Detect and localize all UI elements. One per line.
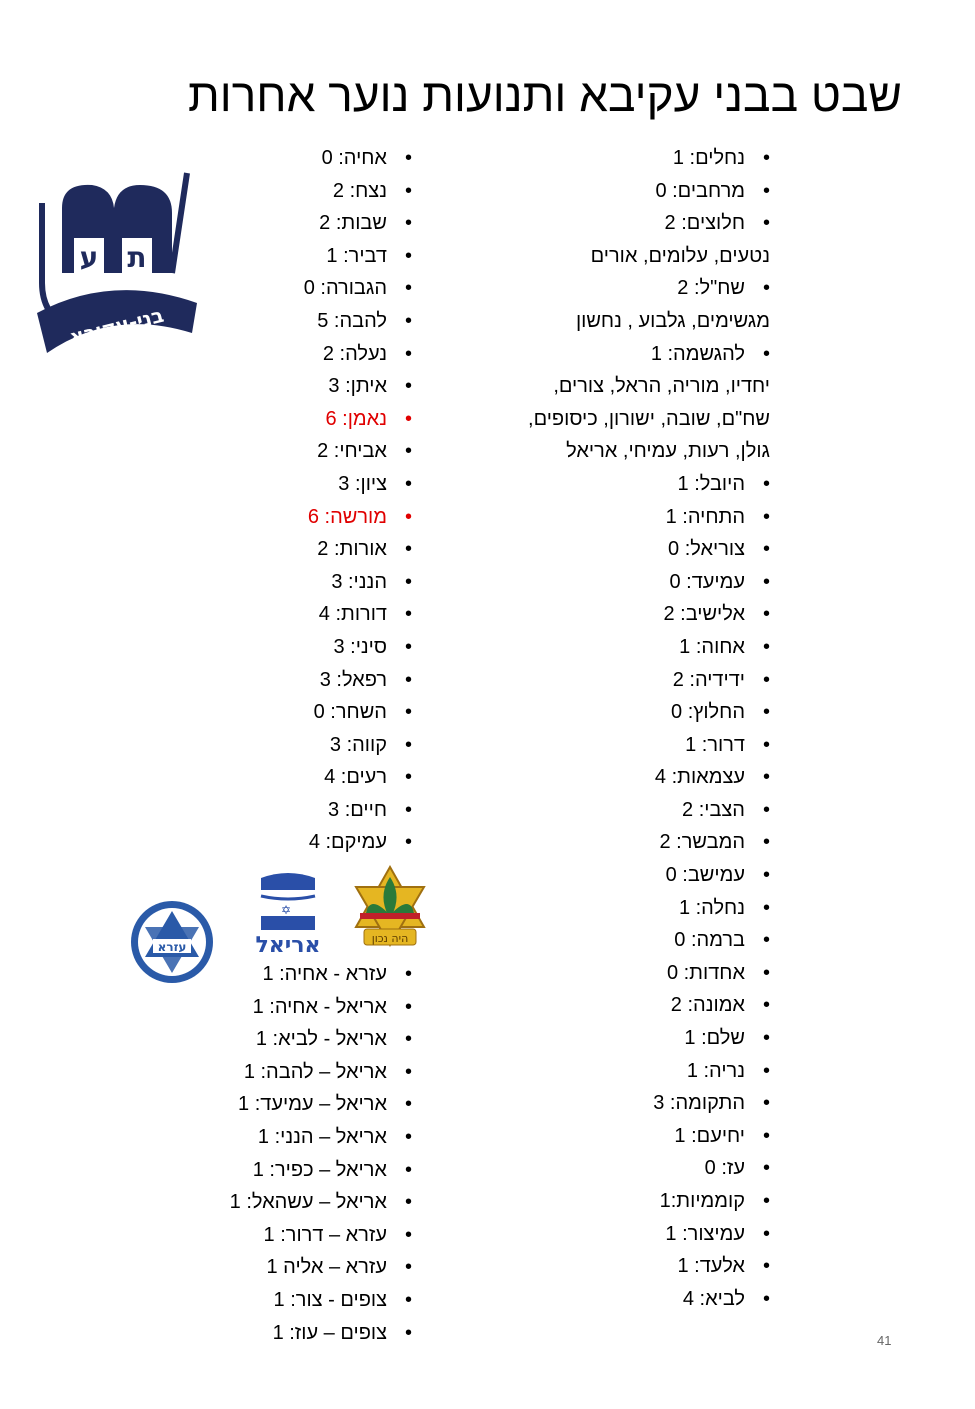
bullet-icon: • [762, 1287, 770, 1310]
list-item [304, 826, 412, 859]
list-item-text: נטעים, עלומים, אורים [590, 244, 770, 267]
list-item-text: נריה: 1 [686, 1059, 745, 1082]
list-item [528, 826, 770, 859]
bullet-icon: • [404, 995, 412, 1018]
left-column-top-list [304, 142, 412, 859]
list-item-text: המבשר: 2 [659, 831, 745, 854]
list-item [304, 468, 412, 501]
bullet-icon: • [762, 277, 770, 300]
list-item [528, 892, 770, 925]
list-item-text: היובל: 1 [677, 472, 745, 495]
bullet-icon: • [404, 407, 412, 430]
list-item-text: אלעד: 1 [677, 1255, 745, 1278]
list-continuation-text [528, 305, 770, 338]
list-item [304, 533, 412, 566]
list-item [304, 664, 412, 697]
bullet-icon: • [404, 1191, 412, 1214]
list-item-text: עמיקם: 4 [308, 831, 387, 854]
list-item-text: עזרא – דרור: 1 [263, 1223, 387, 1246]
list-item [304, 435, 412, 468]
bullet-icon: • [404, 1125, 412, 1148]
list-item [528, 1087, 770, 1120]
list-item [304, 566, 412, 599]
bullet-icon: • [404, 766, 412, 789]
list-item-text: צופים – עוז: 1 [272, 1321, 387, 1344]
list-item [230, 991, 412, 1024]
list-item-text: ברמה: 0 [674, 929, 745, 952]
list-item [230, 1284, 412, 1317]
list-item-text: עזרא – אליה 1 [266, 1256, 387, 1279]
list-item-text: רעים: 4 [324, 766, 387, 789]
list-item [528, 631, 770, 664]
bullet-icon: • [404, 963, 412, 985]
bullet-icon: • [762, 798, 770, 821]
list-item [230, 1219, 412, 1252]
list-item [528, 957, 770, 990]
list-item [230, 958, 412, 991]
svg-text:עזרא: עזרא [157, 940, 187, 954]
bullet-icon: • [404, 831, 412, 854]
bullet-icon: • [762, 1255, 770, 1278]
list-item-text: נחלה: 1 [678, 896, 745, 919]
bullet-icon: • [762, 668, 770, 691]
bullet-icon: • [762, 1190, 770, 1212]
list-item-text: השחר: 0 [313, 701, 387, 724]
list-item [230, 1317, 412, 1350]
list-item-text: דרור: 1 [685, 733, 745, 756]
bullet-icon: • [404, 798, 412, 821]
list-item [528, 566, 770, 599]
bullet-icon: • [404, 1093, 412, 1116]
list-item-text: שבות: 2 [319, 212, 387, 235]
list-item-text: סיני: 3 [333, 635, 387, 658]
bullet-icon: • [404, 277, 412, 300]
list-item [528, 761, 770, 794]
list-item [528, 338, 770, 371]
list-item-text: אריאל – הנני: 1 [257, 1125, 387, 1148]
bullet-icon: • [404, 179, 412, 202]
list-item [528, 989, 770, 1022]
bullet-icon: • [404, 505, 412, 528]
list-item-text: החלוץ: 0 [671, 701, 745, 724]
bullet-icon: • [404, 375, 412, 398]
bullet-icon: • [762, 505, 770, 528]
list-item-text: התחיה: 1 [665, 505, 745, 528]
list-item [304, 403, 412, 436]
list-item [528, 1055, 770, 1088]
list-item-text: איתן: 3 [328, 375, 387, 398]
list-item-text: עמיעד: 0 [669, 570, 745, 593]
list-item [230, 1121, 412, 1154]
list-item-text: אחיה: 0 [321, 147, 387, 169]
list-item-text: אריאל - אחיה: 1 [252, 995, 387, 1018]
bullet-icon: • [762, 570, 770, 593]
list-item-text: נצח: 2 [332, 179, 387, 202]
ariel-logo [253, 868, 323, 956]
list-item-text: נאמן: 6 [325, 407, 387, 430]
bullet-icon: • [404, 1256, 412, 1279]
bullet-icon: • [404, 1028, 412, 1051]
list-item [304, 631, 412, 664]
list-continuation-text [528, 240, 770, 273]
scouts-logo [352, 865, 428, 957]
list-item-text: אריאל – עשהאל: 1 [229, 1191, 387, 1214]
svg-text:אריאל: אריאל [255, 933, 321, 956]
list-item-text: מרחבים: 0 [655, 179, 745, 202]
list-item-text: אחדות: 0 [666, 961, 745, 984]
bullet-icon: • [404, 1060, 412, 1083]
list-item [304, 794, 412, 827]
list-item-text: דביר: 1 [326, 244, 387, 267]
bullet-icon: • [762, 179, 770, 202]
list-item [230, 1186, 412, 1219]
bullet-icon: • [404, 342, 412, 365]
bullet-icon: • [762, 147, 770, 169]
list-item-text: עצמאות: 4 [654, 766, 745, 789]
bullet-icon: • [404, 1158, 412, 1181]
list-item [230, 1154, 412, 1187]
list-item-text: עמיצור: 1 [665, 1222, 745, 1245]
list-item [230, 1088, 412, 1121]
bullet-icon: • [762, 342, 770, 365]
svg-text:ע: ע [79, 241, 99, 274]
list-item [528, 794, 770, 827]
left-column-bottom-list [230, 958, 412, 1349]
list-item-text: אריאל – עמיעד: 1 [238, 1093, 387, 1116]
bullet-icon: • [762, 994, 770, 1017]
list-item [230, 1251, 412, 1284]
bullet-icon: • [762, 472, 770, 495]
bullet-icon: • [404, 635, 412, 658]
list-item-text: יחדיו, מוריה, הראל, צורים, [553, 375, 770, 398]
bullet-icon: • [762, 1027, 770, 1050]
list-item-text: אלישיב: 2 [663, 603, 745, 626]
bullet-icon: • [762, 1157, 770, 1180]
list-item [528, 175, 770, 208]
list-item [528, 598, 770, 631]
list-item [528, 729, 770, 762]
bullet-icon: • [404, 472, 412, 495]
bullet-icon: • [762, 635, 770, 658]
list-item-text: אריאל – כפיר: 1 [252, 1158, 387, 1181]
list-item [304, 240, 412, 273]
page-number: 41 [877, 1333, 892, 1348]
list-item-text: ציון: 3 [338, 472, 387, 495]
list-item-text: לביא: 4 [682, 1287, 745, 1310]
list-item-text: אמונה: 2 [670, 994, 745, 1017]
bullet-icon: • [404, 570, 412, 593]
bullet-icon: • [762, 1059, 770, 1082]
list-item-text: אביחי: 2 [317, 440, 387, 463]
list-item [528, 501, 770, 534]
bullet-icon: • [404, 1223, 412, 1246]
list-item [528, 1283, 770, 1316]
bullet-icon: • [762, 929, 770, 952]
bullet-icon: • [762, 961, 770, 984]
bullet-icon: • [762, 212, 770, 235]
list-item-text: להבה: 5 [317, 309, 387, 332]
bullet-icon: • [404, 212, 412, 235]
list-item [528, 859, 770, 892]
svg-text:היה נכון: היה נכון [371, 932, 409, 945]
list-item [304, 729, 412, 762]
list-item [528, 533, 770, 566]
list-item-text: יחיעם: 1 [674, 1124, 745, 1147]
list-item-text: התקומה: 3 [653, 1092, 745, 1115]
svg-text:✡: ✡ [280, 903, 292, 917]
list-item [528, 696, 770, 729]
list-item-text: אורות: 2 [317, 538, 387, 561]
list-continuation-text [528, 370, 770, 403]
bullet-icon: • [404, 668, 412, 691]
list-item [528, 207, 770, 240]
list-item-text: צופים - צור: 1 [273, 1288, 387, 1311]
list-item [528, 272, 770, 305]
list-item-text: קוממיות:1 [659, 1190, 745, 1212]
list-item-text: קווה: 3 [329, 733, 387, 756]
bullet-icon: • [404, 244, 412, 267]
list-item-text: חלוצים: 2 [664, 212, 745, 235]
list-item-text: הנני: 3 [331, 570, 387, 593]
list-item-text: מגשימים, גלבוע , נחשון [575, 309, 770, 332]
list-item [528, 664, 770, 697]
list-item-text: צוריאל: 0 [668, 538, 745, 561]
bullet-icon: • [762, 896, 770, 919]
bullet-icon: • [762, 733, 770, 756]
list-item-text: ידידיה: 2 [672, 668, 745, 691]
bullet-icon: • [762, 1092, 770, 1115]
list-item-text: אריאל - לביא: 1 [255, 1028, 387, 1051]
list-item [230, 1023, 412, 1056]
list-item [528, 1250, 770, 1283]
bullet-icon: • [762, 1124, 770, 1147]
list-item [304, 175, 412, 208]
list-item [304, 207, 412, 240]
bullet-icon: • [762, 538, 770, 561]
list-item-text: אריאל – להבה: 1 [243, 1060, 387, 1083]
list-item [528, 1152, 770, 1185]
bullet-icon: • [404, 309, 412, 332]
bullet-icon: • [762, 701, 770, 724]
list-item-text: הצבי: 2 [682, 798, 745, 821]
list-item-text: חיים: 3 [328, 798, 387, 821]
bullet-icon: • [762, 603, 770, 626]
list-item [528, 1022, 770, 1055]
list-item [528, 924, 770, 957]
list-item [304, 338, 412, 371]
bullet-icon: • [404, 538, 412, 561]
list-item [528, 1185, 770, 1218]
bullet-icon: • [762, 1222, 770, 1245]
page-title: שבט בבני עקיבא ותנועות נוער אחרות [188, 69, 902, 121]
bullet-icon: • [404, 733, 412, 756]
list-item [304, 761, 412, 794]
list-item-text: עז: 0 [704, 1157, 745, 1180]
list-item-text: שלם: 1 [684, 1027, 745, 1050]
list-item [230, 1056, 412, 1089]
list-item-text: עמישב: 0 [665, 864, 745, 887]
list-item [304, 598, 412, 631]
bullet-icon: • [404, 1321, 412, 1344]
bullet-icon: • [404, 603, 412, 626]
list-item [528, 142, 770, 175]
list-item [304, 142, 412, 175]
list-item-text: שח"ם, שובה, ישורון, כיסופים, [528, 407, 770, 430]
list-item-text: דורות: 4 [318, 603, 387, 626]
bullet-icon: • [404, 1288, 412, 1311]
bullet-icon: • [404, 147, 412, 169]
bullet-icon: • [404, 701, 412, 724]
list-item [528, 468, 770, 501]
list-item-text: עזרא - אחיה: 1 [262, 963, 387, 985]
list-item-text: נעלה: 2 [322, 342, 387, 365]
list-item-text: נחלים: 1 [672, 147, 745, 169]
list-item [304, 272, 412, 305]
list-item-text: שח"ל: 2 [677, 277, 745, 300]
right-column-list [528, 142, 770, 1315]
svg-text:בני-עקיבא: בני-עקיבא [66, 302, 167, 350]
list-item-text: להגשמה: 1 [650, 342, 745, 365]
list-item [304, 305, 412, 338]
list-item [304, 501, 412, 534]
bullet-icon: • [762, 766, 770, 789]
bullet-icon: • [762, 831, 770, 854]
list-item-text: רפאל: 3 [319, 668, 387, 691]
bullet-icon: • [762, 864, 770, 887]
list-item-text: אחוה: 1 [679, 635, 745, 658]
list-item [528, 1218, 770, 1251]
list-item-text: מורשה: 6 [307, 505, 387, 528]
svg-text:ת: ת [127, 241, 147, 274]
list-continuation-text [528, 403, 770, 436]
list-continuation-text [528, 435, 770, 468]
bnei-akiva-logo [22, 163, 202, 358]
list-item [304, 696, 412, 729]
list-item-text: הגבורה: 0 [303, 277, 387, 300]
list-item [304, 370, 412, 403]
list-item-text: גולן, רעות, עמיחי, אריאל [566, 440, 770, 463]
list-item [528, 1120, 770, 1153]
ezra-logo [129, 899, 215, 985]
bullet-icon: • [404, 440, 412, 463]
